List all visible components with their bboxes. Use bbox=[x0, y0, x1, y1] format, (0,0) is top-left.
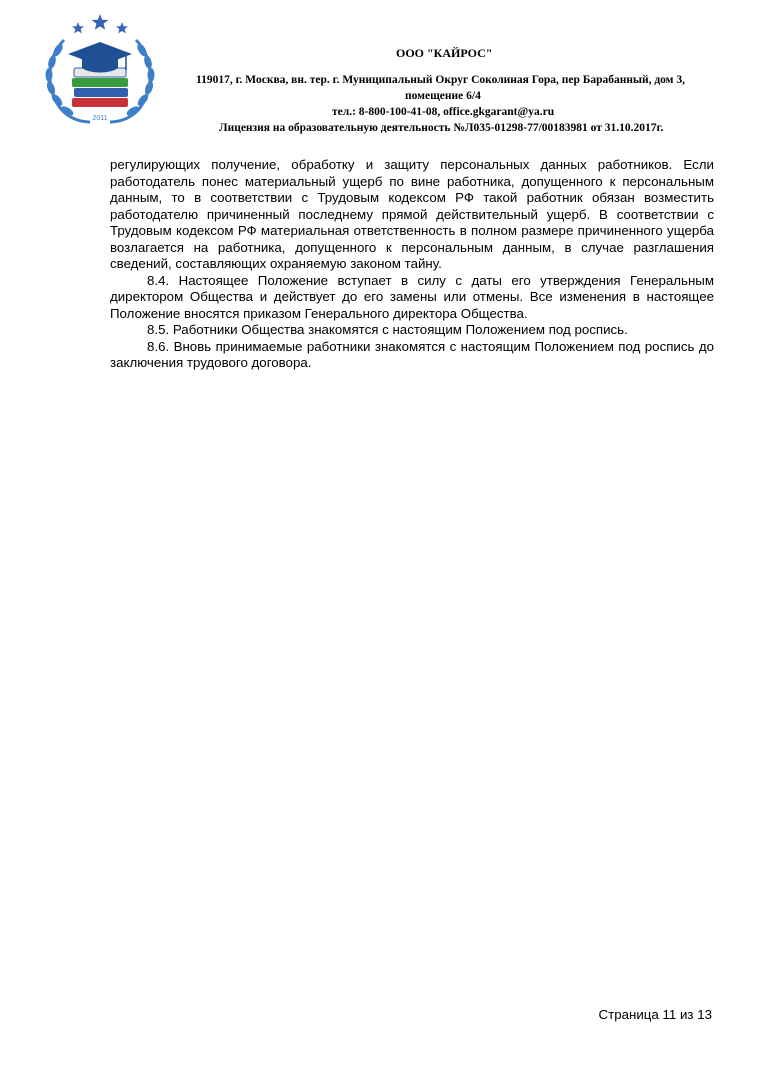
paragraph-8-6: 8.6. Вновь принимаемые работники знакомятся с настоящим Положением под роспись до заключения трудового договора. bbox=[110, 338, 714, 370]
star-icon bbox=[116, 22, 128, 33]
company-contacts: тел.: 8-800-100-41-08, office.gkgarant@ya.ru bbox=[332, 106, 555, 118]
star-icon bbox=[92, 14, 109, 30]
paragraph-8-5: 8.5. Работники Общества знакомятся с настоящим Положением под роспись. bbox=[147, 322, 628, 337]
company-name: ООО "КАЙРОС" bbox=[396, 46, 493, 60]
paragraph-continued: регулирующих получение, обработку и защиту персональных данных работников. Если работодатель понес материальный ущерб по вине работника, допущенного к персональным данным, то в соответствии с Трудовым кодексом РФ такой работник обязан возместить работодателю причиненный последнему прямой действительный ущерб. В соответствии с Трудовым кодексом РФ материальная ответственность в полном размере причиненного ущерба возлагается на работника, допущенного к персональным данным, в случае разглашения сведений, составляющих охраняемую законом тайну. bbox=[110, 157, 714, 271]
books-icon bbox=[72, 68, 128, 107]
paragraph-8-4: 8.4. Настоящее Положение вступает в силу с даты его утверждения Генеральным директором Общества и действует до его замены или отмены. Все изменения в настоящее Положение вносятся приказом Генерального директора Общества. bbox=[110, 272, 714, 321]
page-number: Страница 11 из 13 bbox=[598, 1007, 712, 1022]
document-body bbox=[110, 157, 714, 372]
company-logo bbox=[34, 12, 166, 128]
company-license: Лицензия на образовательную деятельность №Л035-01298-77/00183981 от 31.10.2017г. bbox=[219, 122, 664, 134]
company-address-continued: помещение 6/4 bbox=[405, 90, 481, 102]
company-address: 119017, г. Москва, вн. тер. г. Муниципальный Округ Соколиная Гора, пер Барабанный, дом 3, bbox=[196, 74, 685, 86]
star-icon bbox=[72, 22, 84, 33]
logo-year: 2011 bbox=[92, 115, 108, 122]
